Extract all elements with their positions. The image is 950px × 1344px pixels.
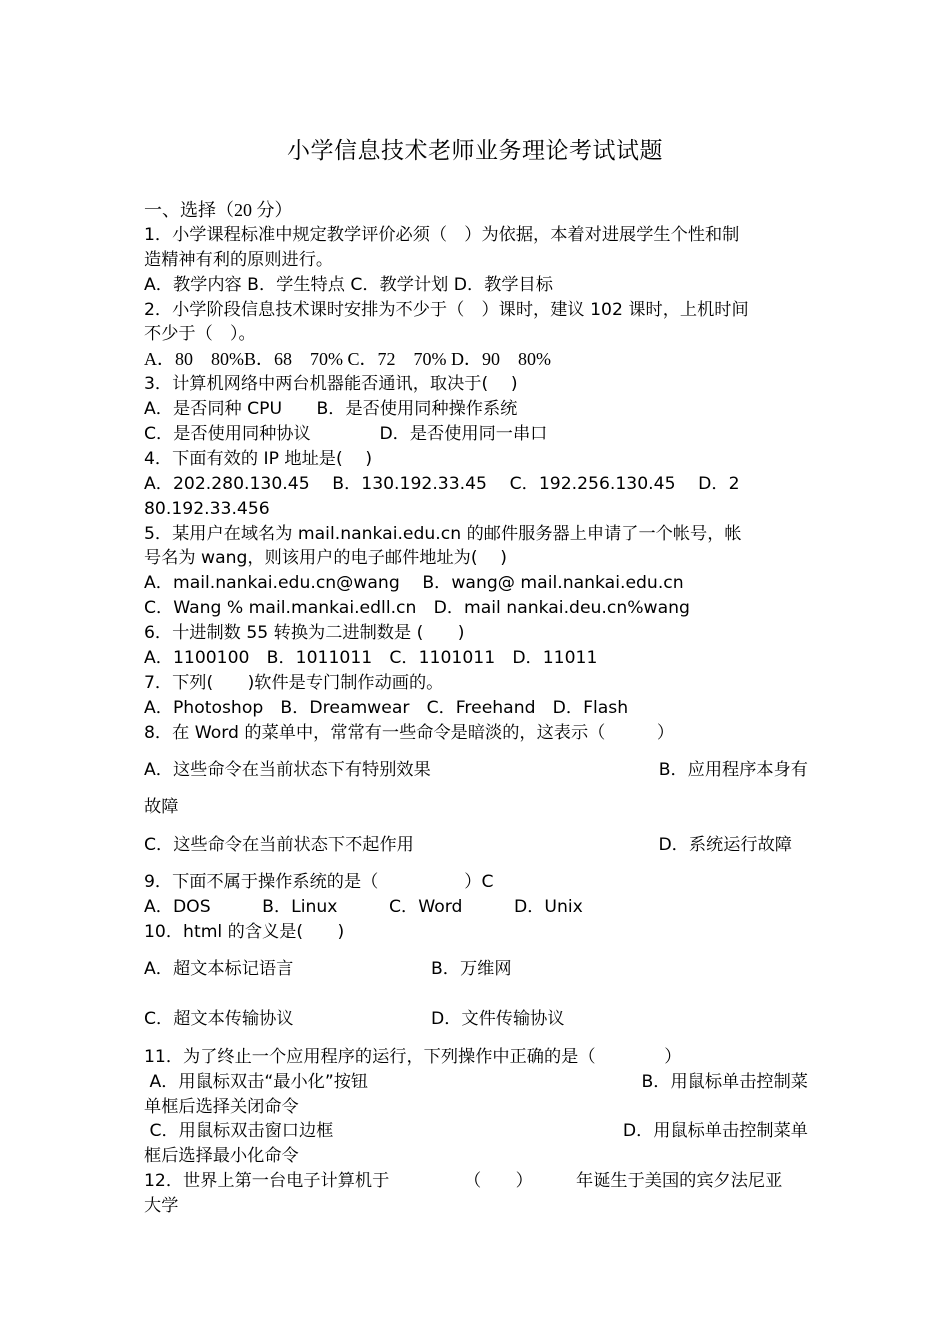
spacer	[144, 746, 808, 759]
q12-stem-a: 12．世界上第一台电子计算机于	[144, 1171, 390, 1192]
q11-stem: 11．为了终止一个应用程序的运行，下列操作中正确的是（ ）	[144, 1046, 682, 1067]
q9-options: A．DOS B．Linux C．Word D．Unix	[144, 897, 583, 918]
q12-stem-b: 年诞生于美国的宾夕法尼亚	[576, 1171, 783, 1192]
q9-stem: 9．下面不属于操作系统的是（ ）C	[144, 872, 494, 893]
q10-options-ab	[144, 957, 808, 982]
q5-options-ab: A．mail.nankai.edu.cn@wang B．wang@ mail.nankai.edu.cn	[144, 573, 684, 594]
q11-options-cd	[144, 1119, 808, 1144]
q10-option-a: A．超文本标记语言	[144, 959, 294, 980]
spacer	[144, 783, 808, 796]
q7-stem: 7．下列( )软件是专门制作动画的。	[144, 672, 444, 693]
spacer	[144, 982, 808, 1007]
q11-option-c: C．用鼠标双击窗口边框	[144, 1121, 334, 1142]
q5-stem: 5．某用户在域名为 mail.nankai.edu.cn 的邮件服务器上申请了一个帐号，帐	[144, 523, 742, 544]
q5-options-cd: C．Wang % mail.mankai.edll.cn D．mail nankai.deu.cn%wang	[144, 598, 690, 619]
q2-stem: 2．小学阶段信息技术课时安排为不少于（ ）课时，建议 102 课时，上机时间	[144, 299, 749, 320]
spacer	[144, 945, 808, 958]
q12-stem	[144, 1169, 808, 1194]
q10-options-cd	[144, 1007, 808, 1032]
q11-option-a: A．用鼠标双击“最小化”按钮	[144, 1071, 369, 1092]
q4-stem: 4．下面有效的 IP 地址是( )	[144, 448, 373, 469]
section-heading: 一、选择（20 分）	[144, 200, 293, 220]
spacer	[144, 1032, 808, 1045]
q8-options-ab	[144, 758, 808, 783]
q10-option-c: C．超文本传输协议	[144, 1009, 294, 1030]
q7-options: A．Photoshop B．Dreamwear C．Freehand D．Flash	[144, 697, 629, 718]
q8-option-b-cont: 故障	[144, 797, 179, 818]
q2-options: A．80 80%B．68 70% C．72 70% D．90 80%	[144, 349, 551, 370]
q3-options-ab: A．是否同种 CPU B．是否使用同种操作系统	[144, 399, 518, 420]
q11-options-ab	[144, 1070, 808, 1095]
q3-stem: 3．计算机网络中两台机器能否通讯，取决于( )	[144, 374, 518, 395]
q12-stem-cont: 大学	[144, 1196, 179, 1217]
q10-option-b: B．万维网	[431, 959, 512, 980]
q2-stem-cont: 不少于（ ）。	[144, 324, 256, 345]
q8-option-d: D．系统运行故障	[658, 834, 792, 855]
q6-options: A．1100100 B．1011011 C．1101011 D．11011	[144, 648, 598, 669]
q8-option-c: C．这些命令在当前状态下不起作用	[144, 834, 414, 855]
q4-options-cont: 80.192.33.456	[144, 498, 270, 519]
q11-option-b: B．用鼠标单击控制菜	[641, 1071, 808, 1092]
q8-options-cd	[144, 833, 808, 858]
q6-stem: 6．十进制数 55 转换为二进制数是 ( )	[144, 623, 465, 644]
q8-stem: 8．在 Word 的菜单中，常常有一些命令是暗淡的，这表示（ ）	[144, 722, 675, 743]
q4-options: A．202.280.130.45 B．130.192.33.45 C．192.256.130.45 D．2	[144, 473, 740, 494]
q11-option-b-cont: 单框后选择关闭命令	[144, 1096, 299, 1117]
q1-stem-cont: 造精神有利的原则进行。	[144, 249, 334, 270]
q8-option-a: A．这些命令在当前状态下有特别效果	[144, 760, 431, 781]
q12-blank: （ ）	[464, 1171, 533, 1192]
page-title: 小学信息技术老师业务理论考试试题	[287, 138, 663, 164]
q10-stem: 10．html 的含义是( )	[144, 922, 345, 943]
spacer	[144, 820, 808, 833]
q11-option-d-cont: 框后选择最小化命令	[144, 1146, 299, 1167]
q11-option-d: D．用鼠标单击控制菜单	[622, 1121, 808, 1142]
q1-stem: 1．小学课程标准中规定教学评价必须（ ）为依据，本着对进展学生个性和制	[144, 224, 740, 245]
q8-option-b: B．应用程序本身有	[658, 760, 808, 781]
q5-stem-cont: 号名为 wang，则该用户的电子邮件地址为( )	[144, 548, 507, 569]
q3-options-cd: C．是否使用同种协议 D．是否使用同一串口	[144, 424, 548, 445]
q10-option-d: D．文件传输协议	[431, 1009, 565, 1030]
exam-content	[144, 198, 808, 1219]
q1-options: A．教学内容 B．学生特点 C．教学计划 D．教学目标	[144, 274, 553, 295]
spacer	[144, 858, 808, 871]
